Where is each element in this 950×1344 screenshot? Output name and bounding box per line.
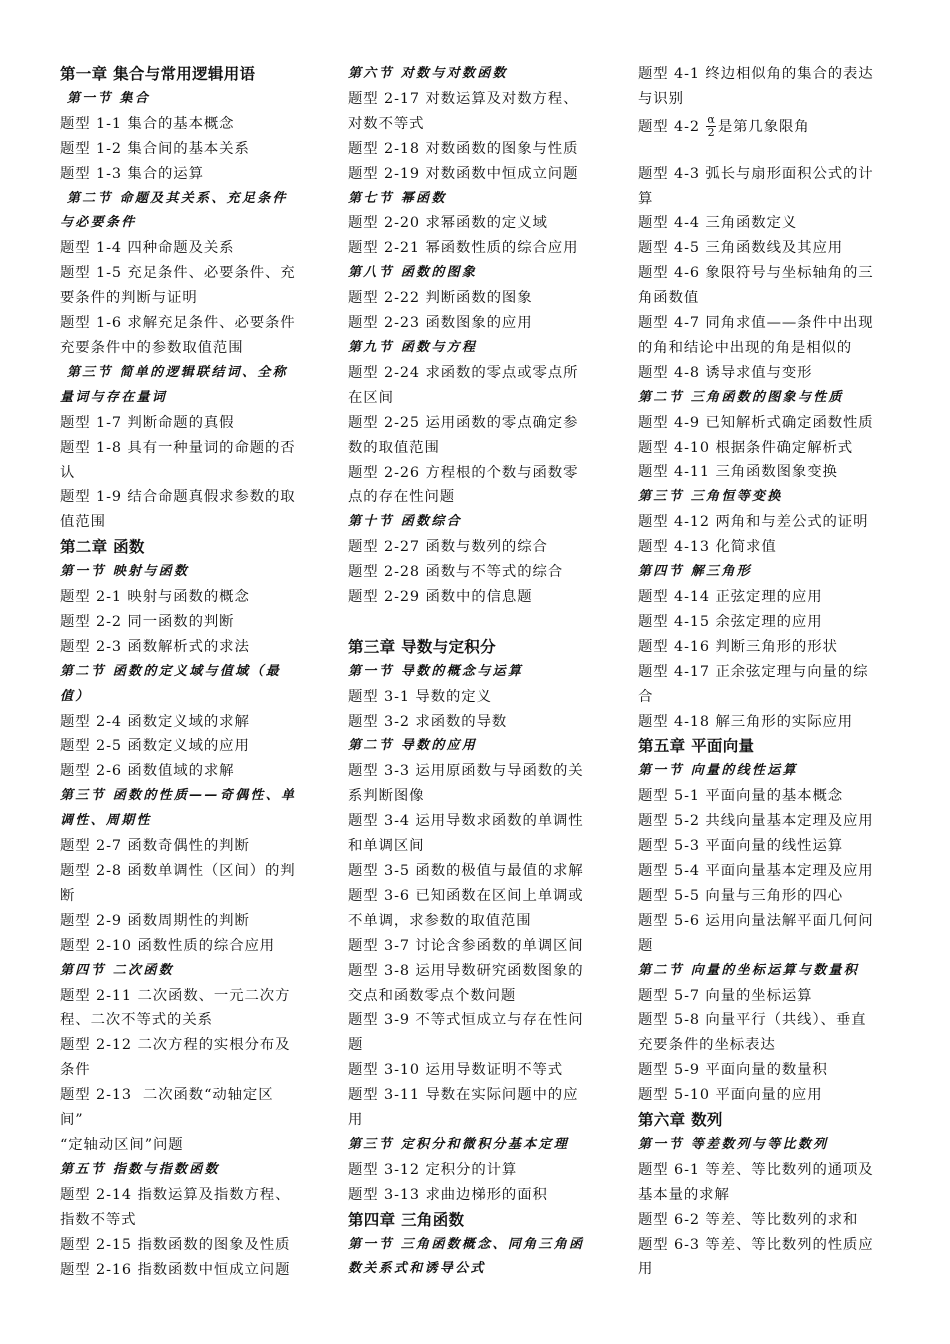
question-type-line: 题型 1-7 判断命题的真假 (60, 414, 235, 431)
question-type-line: 题型 4-9 已知解析式确定函数性质 (638, 414, 874, 431)
question-type-line: 值范围 (60, 514, 106, 531)
section-heading: 第七节 幂函数 (348, 190, 447, 206)
question-type-line: 题型 2-8 函数单调性（区间）的判 (60, 863, 296, 879)
question-type-line (638, 112, 896, 162)
chapter-heading: 第三章 导数与定积分 (348, 637, 496, 656)
question-type-line: 题型 5-3 平面向量的线性运算 (638, 838, 844, 855)
section-heading: 第一节 等差数列与等比数列 (638, 1136, 829, 1152)
section-heading: 与必要条件 (60, 215, 137, 231)
section-heading: 第一节 向量的线性运算 (638, 763, 798, 779)
question-type-line: 题型 2-19 对数函数中恒成立问题 (348, 165, 579, 182)
question-type-line: 题型 4-6 象限符号与坐标轴角的三 (638, 265, 874, 282)
question-type-line: 题型 4-11 三角函数图象变换 (638, 464, 838, 481)
question-type-line: 点的存在性问题 (348, 489, 456, 506)
question-type-line: 的角和结论中出现的角是相似的 (638, 339, 853, 356)
question-type-line: 题型 3-2 求函数的导数 (348, 713, 508, 730)
question-type-line: 题型 2-15 指数函数的图象及性质 (60, 1236, 291, 1253)
question-type-line: 题型 1-5 充足条件、必要条件、充 (60, 265, 296, 282)
section-heading: 第一节 映射与函数 (60, 564, 190, 580)
question-type-line: 题型 2-25 运用函数的零点确定参 (348, 414, 579, 431)
question-type-line: 题型 2-3 函数解析式的求法 (60, 638, 250, 655)
question-type-line: 题型 5-1 平面向量的基本概念 (638, 788, 844, 805)
question-type-line: 题型 2-4 函数定义域的求解 (60, 713, 250, 730)
question-type-line: 题型 3-8 运用导数研究函数图象的 (348, 962, 584, 979)
question-type-line: 题型 3-4 运用导数求函数的单调性 (348, 813, 584, 830)
question-type-line: 认 (60, 464, 76, 481)
question-type-line: 题型 1-1 集合的基本概念 (60, 115, 235, 132)
question-type-line: 交点和函数零点个数问题 (348, 987, 517, 1004)
question-type-line: 题型 3-11 导数在实际问题中的应 (348, 1087, 579, 1104)
section-heading: 第二节 三角函数的图象与性质 (638, 389, 844, 405)
question-type-line: 题 (348, 1037, 364, 1054)
question-type-line: 题型 4-15 余弦定理的应用 (638, 613, 823, 630)
question-type-line: 题型 5-7 向量的坐标运算 (638, 987, 813, 1004)
question-type-line: 题型 2-18 对数函数的图象与性质 (348, 140, 579, 157)
question-type-line: 题型 1-2 集合间的基本关系 (60, 140, 250, 157)
question-type-line: 题型 2-7 函数奇偶性的判断 (60, 838, 250, 855)
question-type-line: 题型 2-2 同一函数的判断 (60, 613, 235, 630)
section-heading: 第三节 定积分和微积分基本定理 (348, 1136, 570, 1152)
question-type-line: 题型 2-12 二次方程的实根分布及 (60, 1037, 291, 1054)
chapter-heading: 第六章 数列 (638, 1111, 723, 1130)
question-type-line: 题型 3-13 求曲边梯形的面积 (348, 1186, 548, 1203)
question-type-line: 系判断图像 (348, 788, 425, 805)
question-type-line: 题型 2-20 求幂函数的定义域 (348, 215, 548, 232)
question-type-line: 题型 4-3 弧长与扇形面积公式的计 (638, 165, 874, 182)
question-type-line: 程、二次不等式的关系 (60, 1012, 213, 1029)
question-type-line: 断 (60, 887, 76, 904)
section-heading: 第一节 导数的概念与运算 (348, 663, 524, 679)
section-heading: 第十节 函数综合 (348, 514, 462, 530)
question-type-line: 题型 1-3 集合的运算 (60, 165, 204, 182)
section-heading: 第五节 指数与指数函数 (60, 1161, 220, 1177)
question-type-line: 题型 4-8 诱导求值与变形 (638, 364, 813, 381)
question-type-line: 充要条件的坐标表达 (638, 1037, 776, 1054)
section-heading: 第三节 三角恒等变换 (638, 489, 783, 505)
question-type-prefix: 题型 4-2 (638, 118, 706, 135)
question-type-line: 题型 5-4 平面向量基本定理及应用 (638, 862, 874, 879)
question-type-line: 题型 4-7 同角求值——条件中出现 (638, 315, 874, 332)
fraction-numerator: α (707, 113, 715, 127)
section-heading: 第四节 二次函数 (60, 962, 174, 978)
question-type-line: 题型 1-4 四种命题及关系 (60, 240, 235, 257)
question-type-line: “定轴动区间”问题 (60, 1136, 184, 1153)
question-type-line: 间” (60, 1112, 84, 1129)
question-type-line: 与识别 (638, 90, 684, 107)
question-type-line: 题型 5-2 共线向量基本定理及应用 (638, 813, 874, 830)
question-type-line: 题型 2-28 函数与不等式的综合 (348, 564, 564, 581)
question-type-line: 题型 2-13 二次函数“动轴定区 (60, 1087, 274, 1104)
question-type-line: 用 (348, 1112, 364, 1129)
question-type-line: 题型 4-18 解三角形的实际应用 (638, 713, 854, 730)
question-type-line: 算 (638, 190, 654, 207)
section-heading: 第八节 函数的图象 (348, 265, 478, 281)
toc-column-3 (638, 62, 896, 1282)
blank-line (348, 610, 606, 635)
question-type-line: 题型 1-9 结合命题真假求参数的取 (60, 489, 296, 506)
question-type-line: 充要条件中的参数取值范围 (60, 339, 244, 356)
question-type-line: 题型 5-10 平面向量的应用 (638, 1087, 823, 1104)
question-type-line: 题型 5-8 向量平行（共线）、垂直 (638, 1012, 867, 1029)
question-type-line: 合 (638, 688, 654, 705)
question-type-line: 和单调区间 (348, 838, 425, 855)
question-type-line: 题型 2-10 函数性质的综合应用 (60, 937, 276, 954)
section-heading: 第三节 函数的性质——奇偶性、单 (60, 788, 297, 804)
question-type-line: 题型 3-3 运用原函数与导函数的关 (348, 763, 584, 780)
question-type-line: 指数不等式 (60, 1211, 137, 1228)
question-type-line: 题 (638, 937, 654, 954)
section-heading: 第二节 函数的定义域与值域（最 (60, 663, 282, 679)
question-type-line: 题型 4-13 化简求值 (638, 539, 777, 556)
question-type-line: 题型 1-6 求解充足条件、必要条件 (60, 315, 296, 332)
question-type-line: 题型 4-1 终边相似角的集合的表达 (638, 66, 874, 82)
question-type-line: 题型 2-14 指数运算及指数方程、 (60, 1186, 291, 1203)
question-type-line: 题型 3-12 定积分的计算 (348, 1161, 518, 1178)
question-type-line: 题型 2-21 幂函数性质的综合应用 (348, 240, 579, 257)
section-heading: 第四节 解三角形 (638, 564, 752, 580)
section-heading: 调性、周期性 (60, 813, 152, 829)
chapter-heading: 第二章 函数 (60, 538, 145, 557)
question-type-line: 角函数值 (638, 290, 700, 307)
question-type-suffix: 是第几象限角 (717, 118, 810, 135)
section-heading: 第三节 简单的逻辑联结词、全称 (60, 364, 288, 380)
section-heading: 第一节 集合 (60, 90, 151, 106)
section-heading: 第六节 对数与对数函数 (348, 66, 508, 81)
section-heading: 值） (60, 688, 91, 704)
toc-column-2 (348, 62, 606, 1282)
question-type-line: 题型 2-16 指数函数中恒成立问题 (60, 1261, 291, 1278)
question-type-line: 题型 5-6 运用向量法解平面几何问 (638, 912, 874, 929)
question-type-line: 题型 5-9 平面向量的数量积 (638, 1062, 828, 1079)
question-type-line: 题型 3-5 函数的极值与最值的求解 (348, 862, 584, 879)
question-type-line: 题型 2-27 函数与数列的综合 (348, 539, 548, 556)
question-type-line: 题型 3-7 讨论含参函数的单调区间 (348, 937, 584, 954)
question-type-line: 题型 5-5 向量与三角形的四心 (638, 887, 844, 904)
question-type-line: 题型 2-24 求函数的零点或零点所 (348, 364, 579, 381)
chapter-heading: 第五章 平面向量 (638, 737, 755, 756)
question-type-line: 题型 2-22 判断函数的图象 (348, 290, 533, 307)
question-type-line: 题型 4-4 三角函数定义 (638, 215, 798, 232)
question-type-line: 题型 4-5 三角函数线及其应用 (638, 240, 844, 257)
question-type-line: 不单调，求参数的取值范围 (348, 912, 532, 929)
question-type-line: 题型 3-9 不等式恒成立与存在性问 (348, 1012, 584, 1029)
question-type-line: 题型 4-17 正余弦定理与向量的综 (638, 663, 869, 680)
question-type-line: 题型 6-2 等差、等比数列的求和 (638, 1211, 859, 1228)
question-type-line: 题型 6-1 等差、等比数列的通项及 (638, 1161, 874, 1178)
question-type-line: 题型 2-6 函数值域的求解 (60, 763, 235, 780)
question-type-line: 题型 4-12 两角和与差公式的证明 (638, 514, 869, 531)
question-type-line: 题型 2-29 函数中的信息题 (348, 589, 533, 606)
half-angle-fraction (706, 114, 715, 139)
question-type-line: 题型 3-6 已知函数在区间上单调或 (348, 887, 584, 904)
question-type-line: 题型 1-8 具有一种量词的命题的否 (60, 439, 296, 456)
question-type-line: 题型 4-16 判断三角形的形状 (638, 638, 838, 655)
section-heading: 第二节 导数的应用 (348, 738, 478, 754)
question-type-line: 题型 2-23 函数图象的应用 (348, 315, 533, 332)
question-type-line: 题型 2-26 方程根的个数与函数零 (348, 464, 579, 481)
section-heading: 量词与存在量词 (60, 389, 168, 405)
question-type-line: 题型 3-10 运用导数证明不等式 (348, 1062, 564, 1079)
question-type-line: 数的取值范围 (348, 439, 440, 456)
question-type-line: 对数不等式 (348, 115, 425, 132)
chapter-heading: 第一章 集合与常用逻辑用语 (60, 65, 256, 83)
question-type-line: 题型 2-5 函数定义域的应用 (60, 738, 250, 755)
section-heading: 第九节 函数与方程 (348, 339, 478, 355)
question-type-line: 在区间 (348, 389, 394, 406)
question-type-line: 要条件的判断与证明 (60, 290, 198, 307)
question-type-line: 题型 4-14 正弦定理的应用 (638, 589, 823, 606)
question-type-line: 题型 4-10 根据条件确定解析式 (638, 439, 854, 456)
question-type-line: 题型 2-11 二次函数、一元二次方 (60, 987, 291, 1004)
section-heading: 数关系式和诱导公式 (348, 1261, 486, 1277)
question-type-line: 条件 (60, 1062, 91, 1079)
section-heading: 第二节 命题及其关系、充足条件 (60, 190, 288, 206)
question-type-line: 题型 2-1 映射与函数的概念 (60, 589, 250, 606)
question-type-line: 题型 6-3 等差、等比数列的性质应 (638, 1236, 874, 1253)
toc-column-1 (60, 62, 316, 1282)
question-type-line: 题型 2-9 函数周期性的判断 (60, 912, 250, 929)
question-type-line: 题型 3-1 导数的定义 (348, 688, 492, 705)
section-heading: 第一节 三角函数概念、同角三角函 (348, 1236, 585, 1252)
question-type-line: 题型 2-17 对数运算及对数方程、 (348, 90, 579, 107)
fraction-denominator: 2 (707, 126, 715, 140)
question-type-line: 用 (638, 1261, 654, 1278)
section-heading: 第二节 向量的坐标运算与数量积 (638, 962, 860, 978)
chapter-heading: 第四章 三角函数 (348, 1210, 465, 1229)
question-type-line: 基本量的求解 (638, 1186, 730, 1203)
